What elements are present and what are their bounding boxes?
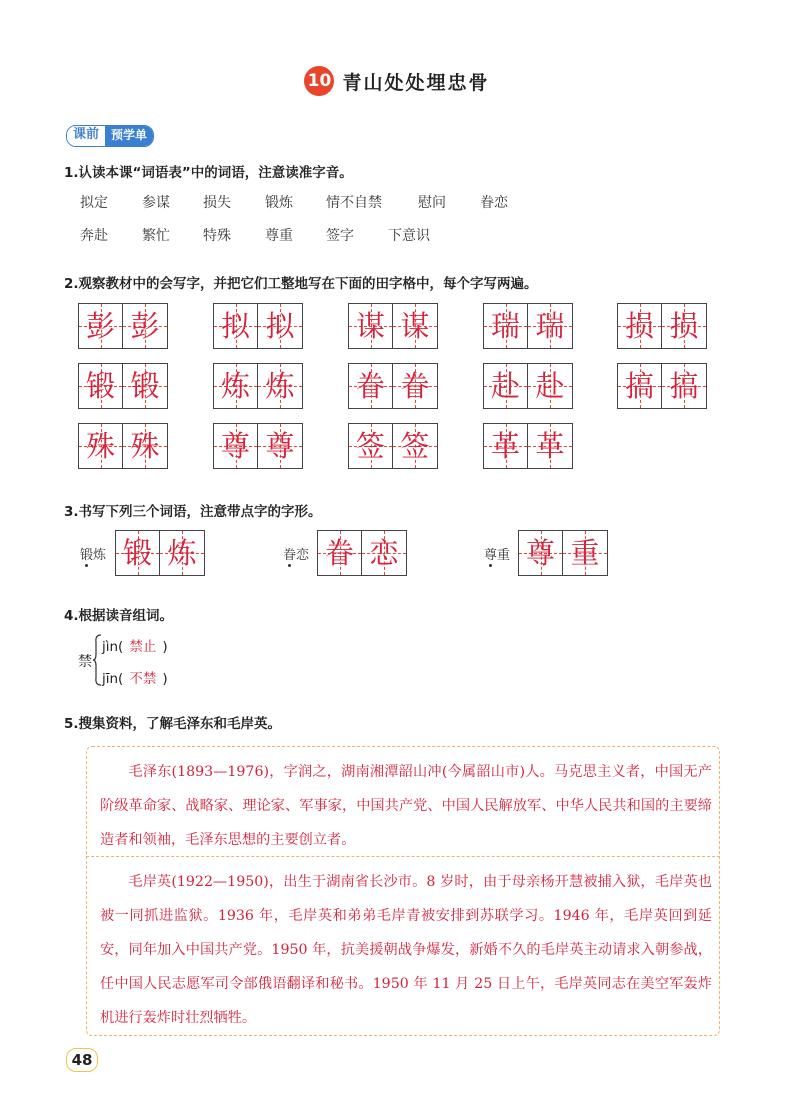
q1-word: 锻炼 [265,195,293,211]
grid-cell [484,424,528,468]
grid-char: 殊 [85,429,115,463]
grid-char: 眷 [355,369,385,403]
grid-cell [349,364,393,408]
paren: ) [162,639,168,655]
grid-char: 拟 [265,309,295,343]
grid-cell [393,364,437,408]
grid-cell [393,424,437,468]
grid-char: 重 [570,536,600,570]
tian-grid [115,530,205,576]
grid-cell [662,304,706,348]
grid-cell [123,304,167,348]
pinyin: jìn( [102,639,124,655]
grid-cell [318,531,362,575]
grid-char: 损 [624,309,654,343]
grid-char: 瑞 [490,309,520,343]
tian-grid [483,423,573,469]
tian-grid [617,303,707,349]
grid-char: 尊 [265,429,295,463]
grid-cell [123,424,167,468]
tian-grid [213,303,303,349]
emphasis-dot [288,564,291,567]
tian-grid [518,530,608,576]
q1-word: 眷恋 [480,195,508,211]
q4-line1 [102,635,168,655]
q1-word: 情不自禁 [326,195,382,211]
grid-cell [214,364,258,408]
grid-char: 炼 [265,369,295,403]
answer: 禁止 [129,639,157,655]
grid-char: 眷 [324,536,354,570]
q1-word: 参谋 [142,195,170,211]
paragraph-mao-zedong: 毛泽东(1893—1976)，字润之，湖南湘潭韶山冲(今属韶山市)人。马克思主义者，中国无产阶级革命家、战略家、理论家、军事家，中国共产党、中国人民解放军、中华人民共和国的主要缔造者和领袖，毛泽东思想的主要创立者。 [100,764,712,848]
grid-char: 拟 [220,309,250,343]
grid-cell [160,531,204,575]
grid-cell [349,424,393,468]
grid-cell [618,304,662,348]
grid-char: 签 [400,429,430,463]
grid-char: 革 [535,429,565,463]
q1-word: 慰问 [418,195,446,211]
grid-char: 革 [490,429,520,463]
section-badge [66,125,154,147]
grid-char: 赴 [535,369,565,403]
grid-cell [349,304,393,348]
grid-cell [214,304,258,348]
answer: 不禁 [129,671,157,687]
grid-char: 殊 [130,429,160,463]
q3-label: 尊重 [484,548,511,563]
grid-cell [116,531,160,575]
emphasis-dot [489,564,492,567]
grid-cell [563,531,607,575]
grid-cell [662,364,706,408]
grid-char: 搞 [669,369,699,403]
tian-grid [348,363,438,409]
tian-grid [213,423,303,469]
q4-line2 [102,667,168,687]
grid-char: 损 [669,309,699,343]
grid-char: 恋 [369,536,399,570]
q5-title: 5.搜集资料，了解毛泽东和毛岸英。 [64,716,282,732]
grid-cell [618,364,662,408]
badge-part2: 预学单 [105,126,153,146]
lesson-title: 青山处处埋忠骨 [342,71,490,94]
grid-cell [79,364,123,408]
page-number: 48 [66,1048,98,1072]
grid-cell [484,304,528,348]
emphasis-dot [85,564,88,567]
grid-cell [258,424,302,468]
tian-grid [617,363,707,409]
grid-cell [528,364,572,408]
q1-word: 损失 [203,195,231,211]
grid-cell [258,304,302,348]
q2-title: 2.观察教材中的会写字，并把它们工整地写在下面的田字格中，每个字写两遍。 [64,276,538,292]
tian-grid [78,303,168,349]
grid-char: 瑞 [535,309,565,343]
grid-char: 赴 [490,369,520,403]
grid-char: 搞 [624,369,654,403]
grid-cell [528,304,572,348]
grid-cell [79,304,123,348]
grid-char: 尊 [525,536,555,570]
tian-grid [78,423,168,469]
grid-char: 谋 [355,309,385,343]
tian-grid [213,363,303,409]
grid-char: 锻 [122,536,152,570]
grid-char: 尊 [220,429,250,463]
q1-word: 签字 [326,228,354,244]
q3-title: 3.书写下列三个词语，注意带点字的字形。 [64,504,322,520]
q3-label: 眷恋 [283,548,310,563]
tian-grid [483,303,573,349]
grid-char: 彭 [85,309,115,343]
q1-word: 尊重 [265,228,293,244]
q4-char: 禁 [78,654,92,670]
q1-title: 1.认读本课“词语表”中的词语，注意读准字音。 [64,165,353,181]
q1-word: 奔赴 [80,228,108,244]
grid-cell [214,424,258,468]
q1-word: 下意识 [388,228,430,244]
q4-title: 4.根据读音组词。 [64,608,174,624]
grid-cell [528,424,572,468]
paragraph-mao-anying: 毛岸英(1922—1950)，出生于湖南省长沙市。8 岁时，由于母亲杨开慧被捕入狱，毛岸英也被一同抓进监狱。1936 年，毛岸英和弟弟毛岸青被安排到苏联学习。1946 年，毛岸英回到延安，同年加入中国共产党。1950 年，抗美援朝战争爆发，新婚不久的毛岸英主动请求入朝参战，任中国人民志愿军司令部俄语翻译和秘书。1950 年 11 月 25 日上午，毛岸英同志在美空军轰炸机进行轰炸时壮烈牺牲。 [100,874,712,1026]
grid-cell [79,424,123,468]
grid-cell [123,364,167,408]
grid-char: 谋 [400,309,430,343]
tian-grid [348,423,438,469]
grid-char: 签 [355,429,385,463]
grid-cell [362,531,406,575]
q1-word: 繁忙 [142,228,170,244]
tian-grid [348,303,438,349]
q3-label: 锻炼 [80,548,107,563]
badge-part1: 课前 [67,126,105,146]
tian-grid [317,530,407,576]
grid-char: 炼 [167,536,197,570]
lesson-number-badge: 10 [304,66,334,96]
q1-word: 拟定 [80,195,108,211]
grid-char: 彭 [130,309,160,343]
grid-char: 炼 [220,369,250,403]
paren: ) [162,671,168,687]
grid-char: 锻 [130,369,160,403]
q1-word: 特殊 [203,228,231,244]
grid-cell [519,531,563,575]
grid-char: 锻 [85,369,115,403]
grid-cell [484,364,528,408]
brace-icon [92,634,102,686]
grid-cell [258,364,302,408]
tian-grid [483,363,573,409]
tian-grid [78,363,168,409]
pinyin: jīn( [102,671,124,687]
grid-char: 眷 [400,369,430,403]
lesson-header [0,66,794,96]
grid-cell [393,304,437,348]
